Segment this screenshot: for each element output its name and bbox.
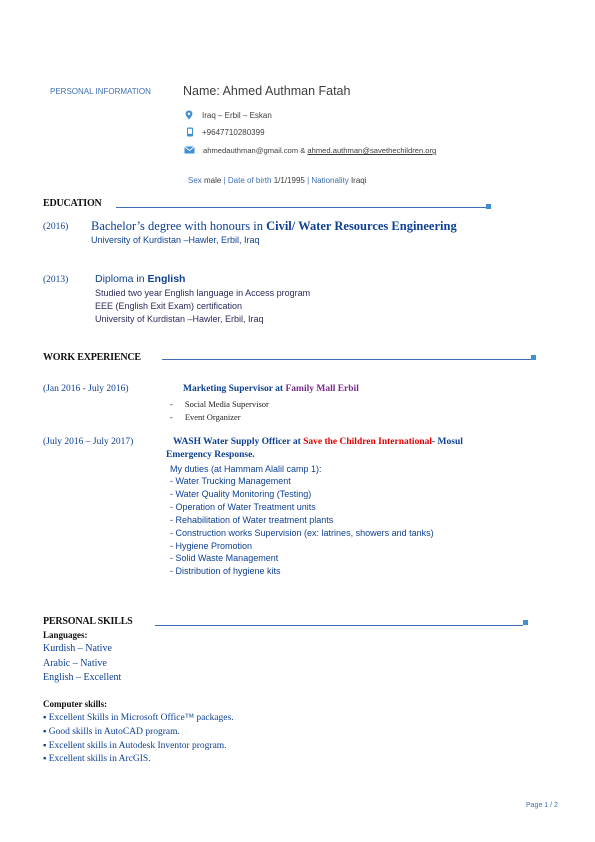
phone-number: +9647710280399 <box>202 128 265 137</box>
edu-degree-field: Civil/ Water Resources Engineering <box>266 219 457 233</box>
duty-item: - Operation of Water Treatment units <box>170 502 316 512</box>
job-date: (Jan 2016 - July 2016) <box>43 384 129 394</box>
page-number: Page 1 / 2 <box>526 802 558 809</box>
work-rule <box>162 359 531 360</box>
education-heading: EDUCATION <box>43 198 102 209</box>
dob-label: Date of birth <box>225 176 274 185</box>
duties-intro: My duties (at Hammam Alalil camp 1): <box>170 464 322 474</box>
job-title-text: WASH Water Supply Officer at <box>173 437 304 447</box>
email-line <box>203 146 436 155</box>
language-item: Kurdish – Native <box>43 643 112 654</box>
duty-item: - Water Quality Monitoring (Testing) <box>170 489 312 499</box>
job-title <box>183 384 359 394</box>
edu-date: (2016) <box>43 222 69 232</box>
candidate-name: Name: Ahmed Authman Fatah <box>183 84 351 98</box>
edu-detail: University of Kurdistan –Hawler, Erbil, Iraq <box>95 314 264 324</box>
job-date: (July 2016 – July 2017) <box>43 437 134 447</box>
job-duty-text: Event Organizer <box>184 412 241 422</box>
job-location: - Mosul <box>432 437 463 447</box>
edu-detail: EEE (English Exit Exam) certification <box>95 301 243 311</box>
separator: | <box>223 176 226 185</box>
skills-rule-end <box>523 620 528 625</box>
personal-info-label: PERSONAL INFORMATION <box>50 87 151 96</box>
edu-degree-field: English <box>147 273 186 285</box>
envelope-icon <box>184 145 195 155</box>
education-rule-end <box>486 204 491 209</box>
sex-value: male <box>201 176 224 185</box>
language-item: English – Excellent <box>43 672 122 683</box>
nationality-value: Iraqi <box>350 176 367 185</box>
edu-degree <box>95 273 185 285</box>
computer-skill-item: ▪ Good skills in AutoCAD program. <box>43 727 180 737</box>
computer-skill-item: ▪ Excellent Skills in Microsoft Office™ packages. <box>43 713 234 723</box>
job-employer: Save the Children International <box>303 437 432 447</box>
job-title <box>173 437 463 447</box>
skills-heading: PERSONAL SKILLS <box>43 616 133 627</box>
email-separator: & <box>298 146 308 155</box>
languages-label: Languages: <box>43 630 88 640</box>
edu-date: (2013) <box>43 275 69 285</box>
edu-degree-prefix: Bachelor’s degree with honours in <box>91 219 267 233</box>
duty-item: - Water Trucking Management <box>170 476 291 486</box>
computer-skills-label: Computer skills: <box>43 699 108 709</box>
job-title-text: Marketing Supervisor at <box>183 384 286 394</box>
duty-item: - Distribution of hygiene kits <box>170 566 281 576</box>
education-rule <box>116 207 486 208</box>
work-rule-end <box>531 355 536 360</box>
address: Iraq – Erbil – Eskan <box>202 111 272 120</box>
personal-details-line <box>188 176 367 185</box>
skills-rule <box>155 625 523 626</box>
email-work[interactable]: ahmed.authman@savethechildren.org <box>307 146 437 155</box>
duty-item: - Solid Waste Management <box>170 553 279 563</box>
language-item: Arabic – Native <box>43 658 107 669</box>
job-title-continued: Emergency Response. <box>166 450 255 460</box>
sex-label: Sex <box>188 176 202 185</box>
job-duty: - Event Organizer <box>170 412 241 422</box>
email-personal[interactable]: ahmedauthman@gmail.com <box>203 146 299 155</box>
dob-value: 1/1/1995 <box>273 176 308 185</box>
location-pin-icon <box>184 110 194 120</box>
edu-institution: University of Kurdistan –Hawler, Erbil, Iraq <box>91 235 260 245</box>
duty-item: - Hygiene Promotion <box>170 541 253 551</box>
work-heading: WORK EXPERIENCE <box>43 352 141 363</box>
edu-detail: Studied two year English language in Access program <box>95 288 311 298</box>
computer-skill-item: ▪ Excellent skills in ArcGIS. <box>43 754 151 764</box>
duty-item: - Construction works Supervision (ex: latrines, showers and tanks) <box>170 528 434 538</box>
duty-item: - Rehabilitation of Water treatment plants <box>170 515 334 525</box>
nationality-label: Nationality <box>309 176 351 185</box>
computer-skill-item: ▪ Excellent skills in Autodesk Inventor program. <box>43 741 227 751</box>
job-duty: - Social Media Supervisor <box>170 399 269 409</box>
edu-degree <box>91 219 457 234</box>
job-duty-text: Social Media Supervisor <box>184 399 269 409</box>
mobile-phone-icon <box>185 127 195 137</box>
edu-degree-prefix: Diploma in <box>95 273 148 285</box>
separator: | <box>307 176 310 185</box>
job-employer: Family Mall Erbil <box>285 384 359 394</box>
